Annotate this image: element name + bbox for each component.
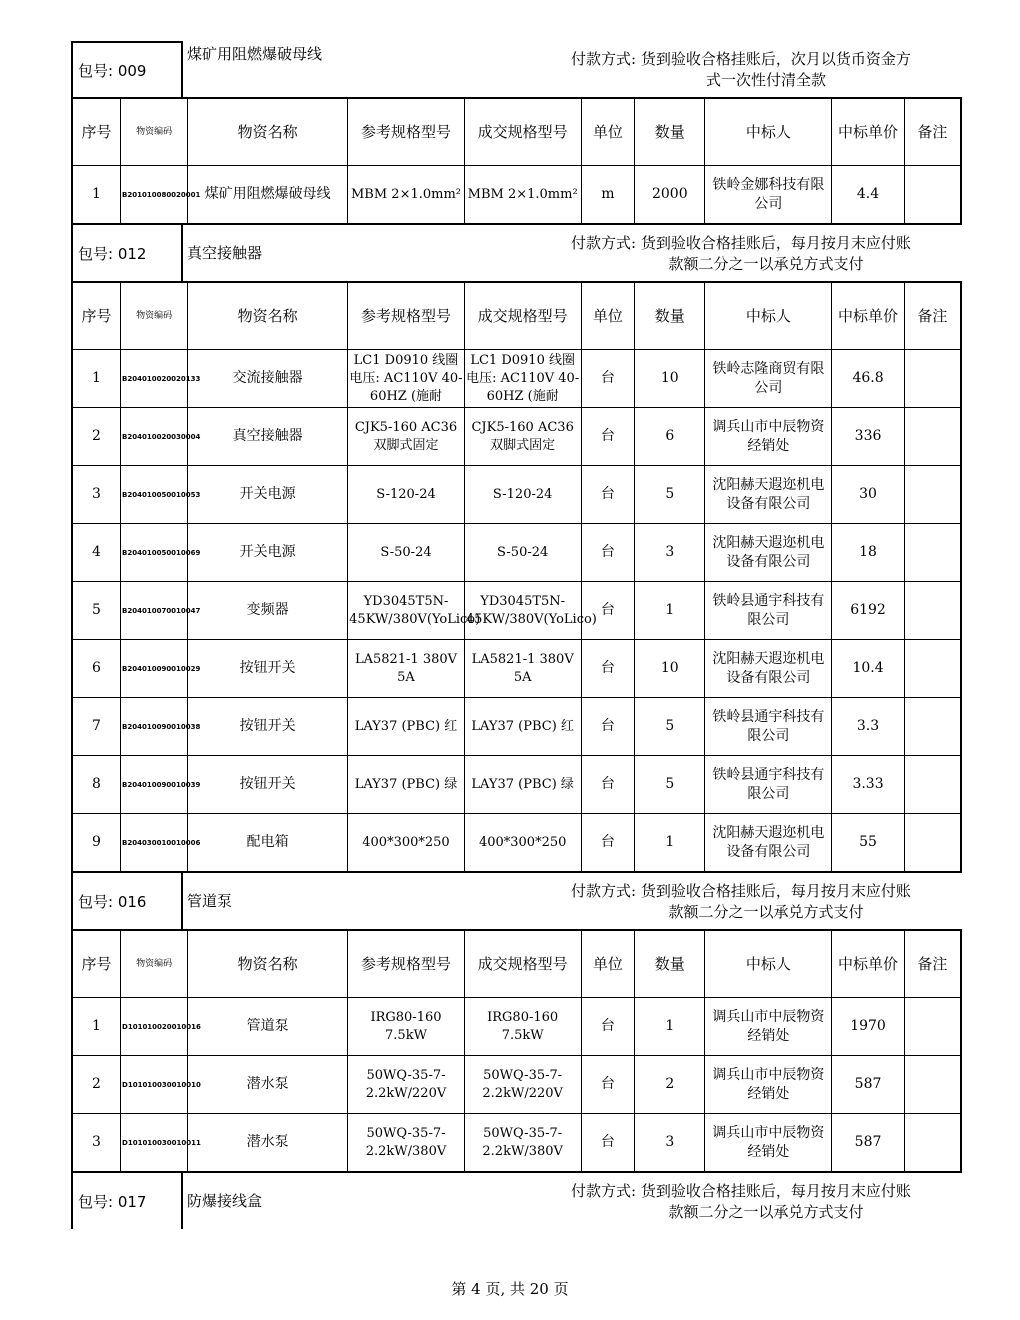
cell-code: D101010030010010 (121, 1056, 188, 1114)
table-row (72, 466, 961, 524)
cell-remark (904, 408, 961, 466)
cell-unit: 台 (581, 1114, 635, 1173)
column-header: 备注 (904, 930, 961, 998)
cell-ref-spec: MBM 2×1.0mm² (348, 166, 465, 225)
cell-name: 配电箱 (188, 814, 348, 873)
cell-deal-spec: LA5821-1 380V 5A (464, 640, 581, 698)
column-header: 参考规格型号 (348, 282, 465, 350)
payment-terms-line2: 式一次性付清全款 (705, 71, 826, 89)
cell-ref-spec: S-120-24 (348, 466, 465, 524)
page-footer: 第 4 页, 共 20 页 (451, 1280, 569, 1298)
cell-remark (904, 756, 961, 814)
cell-name: 煤矿用阻燃爆破母线 (188, 166, 348, 225)
table-row (72, 166, 961, 225)
column-header: 数量 (635, 98, 705, 166)
column-header: 物资名称 (188, 282, 348, 350)
cell-remark (904, 350, 961, 408)
package-name: 煤矿用阻燃爆破母线 (187, 45, 323, 63)
cell-unit: 台 (581, 1056, 635, 1114)
cell-price: 3.33 (832, 756, 904, 814)
cell-qty: 3 (635, 524, 705, 582)
payment-terms (571, 233, 961, 275)
cell-name: 变频器 (188, 582, 348, 640)
package-name: 真空接触器 (187, 243, 263, 262)
document-sheet (71, 41, 962, 1229)
package-header (71, 225, 962, 281)
cell-code: B204010050010053 (121, 466, 188, 524)
column-header: 数量 (635, 282, 705, 350)
cell-ref-spec: 50WQ-35-7-2.2kW/220V (348, 1056, 465, 1114)
package-name: 防爆接线盒 (187, 1191, 263, 1210)
cell-ref-spec: 50WQ-35-7-2.2kW/380V (348, 1114, 465, 1173)
table-row (72, 350, 961, 408)
column-header: 中标单价 (832, 282, 904, 350)
column-header: 序号 (72, 930, 121, 998)
payment-terms-line1: 付款方式: 货到验收合格挂账后，次月以货币资金方 (571, 50, 911, 68)
cell-no: 3 (72, 1114, 121, 1173)
payment-terms (571, 881, 961, 923)
cell-winner: 沈阳赫天遐迩机电设备有限公司 (705, 524, 832, 582)
column-header: 物资名称 (188, 930, 348, 998)
column-header: 中标单价 (832, 930, 904, 998)
cell-qty: 10 (635, 640, 705, 698)
cell-code: B204010090010029 (121, 640, 188, 698)
cell-no: 5 (72, 582, 121, 640)
cell-name: 按钮开关 (188, 698, 348, 756)
table-row (72, 698, 961, 756)
table-row (72, 524, 961, 582)
column-header: 物资编码 (121, 930, 188, 998)
cell-code: D101010020010016 (121, 998, 188, 1056)
cell-winner: 调兵山市中辰物资经销处 (705, 998, 832, 1056)
cell-deal-spec: 50WQ-35-7-2.2kW/220V (464, 1056, 581, 1114)
column-header: 成交规格型号 (464, 930, 581, 998)
cell-winner: 沈阳赫天遐迩机电设备有限公司 (705, 814, 832, 873)
cell-qty: 10 (635, 350, 705, 408)
cell-name: 开关电源 (188, 466, 348, 524)
cell-ref-spec: IRG80-160 7.5kW (348, 998, 465, 1056)
cell-qty: 1 (635, 582, 705, 640)
cell-qty: 2 (635, 1056, 705, 1114)
package-header (71, 873, 962, 929)
cell-qty: 5 (635, 756, 705, 814)
cell-ref-spec: LAY37 (PBC) 绿 (348, 756, 465, 814)
cell-code: B204010020020133 (121, 350, 188, 408)
cell-name: 开关电源 (188, 524, 348, 582)
cell-price: 1970 (832, 998, 904, 1056)
cell-winner: 铁岭县通宇科技有限公司 (705, 698, 832, 756)
table-row (72, 408, 961, 466)
cell-winner: 沈阳赫天遐迩机电设备有限公司 (705, 466, 832, 524)
column-header: 单位 (581, 282, 635, 350)
package-header (71, 41, 962, 97)
items-table (71, 97, 962, 225)
cell-price: 4.4 (832, 166, 904, 225)
column-header: 中标人 (705, 98, 832, 166)
cell-code: B204010090010038 (121, 698, 188, 756)
package-number: 包号: 009 (71, 41, 183, 97)
payment-terms-line1: 付款方式: 货到验收合格挂账后，每月按月末应付账 (571, 1182, 911, 1200)
column-header: 数量 (635, 930, 705, 998)
cell-price: 587 (832, 1114, 904, 1173)
cell-code: B204010020030004 (121, 408, 188, 466)
cell-winner: 铁岭志隆商贸有限公司 (705, 350, 832, 408)
items-table (71, 281, 962, 873)
cell-deal-spec: IRG80-160 7.5kW (464, 998, 581, 1056)
cell-deal-spec: LC1 D0910 线圈电压: AC110V 40-60HZ (施耐 (464, 350, 581, 408)
payment-terms (571, 49, 961, 91)
cell-price: 10.4 (832, 640, 904, 698)
column-header: 序号 (72, 282, 121, 350)
cell-no: 2 (72, 1056, 121, 1114)
cell-deal-spec: LAY37 (PBC) 红 (464, 698, 581, 756)
cell-code: B204010070010047 (121, 582, 188, 640)
cell-unit: 台 (581, 466, 635, 524)
cell-ref-spec: 400*300*250 (348, 814, 465, 873)
payment-terms-line2: 款额二分之一以承兑方式支付 (668, 1203, 864, 1221)
cell-price: 587 (832, 1056, 904, 1114)
payment-terms-line2: 款额二分之一以承兑方式支付 (668, 255, 864, 273)
cell-remark (904, 1114, 961, 1173)
table-row (72, 640, 961, 698)
table-header-row (72, 98, 961, 166)
cell-unit: 台 (581, 408, 635, 466)
cell-deal-spec: 400*300*250 (464, 814, 581, 873)
cell-winner: 铁岭县通宇科技有限公司 (705, 756, 832, 814)
cell-ref-spec: LAY37 (PBC) 红 (348, 698, 465, 756)
cell-name: 潜水泵 (188, 1114, 348, 1173)
cell-unit: 台 (581, 998, 635, 1056)
cell-no: 1 (72, 350, 121, 408)
cell-unit: 台 (581, 814, 635, 873)
payment-terms (571, 1181, 961, 1223)
cell-unit: 台 (581, 524, 635, 582)
cell-winner: 调兵山市中辰物资经销处 (705, 408, 832, 466)
cell-deal-spec: CJK5-160 AC36 双脚式固定 (464, 408, 581, 466)
cell-price: 46.8 (832, 350, 904, 408)
column-header: 成交规格型号 (464, 98, 581, 166)
cell-qty: 1 (635, 814, 705, 873)
cell-qty: 5 (635, 466, 705, 524)
cell-ref-spec: YD3045T5N-45KW/380V(YoLico) (348, 582, 465, 640)
cell-price: 18 (832, 524, 904, 582)
cell-deal-spec: 50WQ-35-7-2.2kW/380V (464, 1114, 581, 1173)
cell-remark (904, 1056, 961, 1114)
cell-remark (904, 698, 961, 756)
table-row (72, 1114, 961, 1173)
column-header: 中标人 (705, 930, 832, 998)
cell-price: 55 (832, 814, 904, 873)
cell-remark (904, 814, 961, 873)
cell-deal-spec: S-50-24 (464, 524, 581, 582)
payment-terms-line1: 付款方式: 货到验收合格挂账后，每月按月末应付账 (571, 234, 911, 252)
cell-winner: 调兵山市中辰物资经销处 (705, 1114, 832, 1173)
column-header: 物资名称 (188, 98, 348, 166)
cell-code: B204010090010039 (121, 756, 188, 814)
column-header: 物资编码 (121, 282, 188, 350)
cell-no: 1 (72, 998, 121, 1056)
cell-winner: 铁岭金娜科技有限公司 (705, 166, 832, 225)
table-header-row (72, 930, 961, 998)
cell-no: 1 (72, 166, 121, 225)
cell-name: 按钮开关 (188, 640, 348, 698)
cell-remark (904, 524, 961, 582)
cell-no: 3 (72, 466, 121, 524)
table-row (72, 998, 961, 1056)
cell-remark (904, 466, 961, 524)
cell-remark (904, 640, 961, 698)
cell-name: 按钮开关 (188, 756, 348, 814)
cell-unit: 台 (581, 698, 635, 756)
column-header: 物资编码 (121, 98, 188, 166)
cell-winner: 调兵山市中辰物资经销处 (705, 1056, 832, 1114)
cell-deal-spec: S-120-24 (464, 466, 581, 524)
cell-unit: 台 (581, 640, 635, 698)
column-header: 参考规格型号 (348, 98, 465, 166)
cell-name: 真空接触器 (188, 408, 348, 466)
items-table (71, 929, 962, 1173)
cell-ref-spec: S-50-24 (348, 524, 465, 582)
cell-no: 7 (72, 698, 121, 756)
cell-name: 潜水泵 (188, 1056, 348, 1114)
cell-unit: m (581, 166, 635, 225)
table-header-row (72, 282, 961, 350)
column-header: 中标单价 (832, 98, 904, 166)
cell-deal-spec: LAY37 (PBC) 绿 (464, 756, 581, 814)
column-header: 参考规格型号 (348, 930, 465, 998)
cell-qty: 5 (635, 698, 705, 756)
cell-price: 3.3 (832, 698, 904, 756)
cell-code: B204030010010006 (121, 814, 188, 873)
cell-ref-spec: LC1 D0910 线圈电压: AC110V 40-60HZ (施耐 (348, 350, 465, 408)
table-row (72, 814, 961, 873)
cell-no: 8 (72, 756, 121, 814)
column-header: 备注 (904, 98, 961, 166)
package-name: 管道泵 (187, 891, 233, 910)
column-header: 单位 (581, 98, 635, 166)
package-number: 包号: 012 (71, 225, 183, 281)
cell-code: D101010030010011 (121, 1114, 188, 1173)
cell-no: 9 (72, 814, 121, 873)
cell-unit: 台 (581, 350, 635, 408)
cell-unit: 台 (581, 756, 635, 814)
cell-code: B201010080020001 (121, 166, 188, 225)
cell-unit: 台 (581, 582, 635, 640)
table-row (72, 582, 961, 640)
cell-qty: 1 (635, 998, 705, 1056)
cell-no: 4 (72, 524, 121, 582)
column-header: 序号 (72, 98, 121, 166)
cell-remark (904, 998, 961, 1056)
payment-terms-line1: 付款方式: 货到验收合格挂账后，每月按月末应付账 (571, 882, 911, 900)
cell-no: 6 (72, 640, 121, 698)
column-header: 单位 (581, 930, 635, 998)
payment-terms-line2: 款额二分之一以承兑方式支付 (668, 903, 864, 921)
cell-no: 2 (72, 408, 121, 466)
cell-ref-spec: LA5821-1 380V 5A (348, 640, 465, 698)
cell-deal-spec: YD3045T5N-45KW/380V(YoLico) (464, 582, 581, 640)
cell-name: 交流接触器 (188, 350, 348, 408)
cell-remark (904, 166, 961, 225)
cell-deal-spec: MBM 2×1.0mm² (464, 166, 581, 225)
cell-code: B204010050010069 (121, 524, 188, 582)
package-number: 包号: 017 (71, 1173, 183, 1229)
cell-qty: 3 (635, 1114, 705, 1173)
cell-name: 管道泵 (188, 998, 348, 1056)
package-header (71, 1173, 962, 1229)
cell-winner: 沈阳赫天遐迩机电设备有限公司 (705, 640, 832, 698)
column-header: 中标人 (705, 282, 832, 350)
column-header: 备注 (904, 282, 961, 350)
cell-price: 6192 (832, 582, 904, 640)
table-row (72, 756, 961, 814)
package-number: 包号: 016 (71, 873, 183, 929)
cell-price: 336 (832, 408, 904, 466)
table-row (72, 1056, 961, 1114)
cell-price: 30 (832, 466, 904, 524)
cell-qty: 6 (635, 408, 705, 466)
cell-remark (904, 582, 961, 640)
column-header: 成交规格型号 (464, 282, 581, 350)
cell-winner: 铁岭县通宇科技有限公司 (705, 582, 832, 640)
cell-qty: 2000 (635, 166, 705, 225)
cell-ref-spec: CJK5-160 AC36 双脚式固定 (348, 408, 465, 466)
